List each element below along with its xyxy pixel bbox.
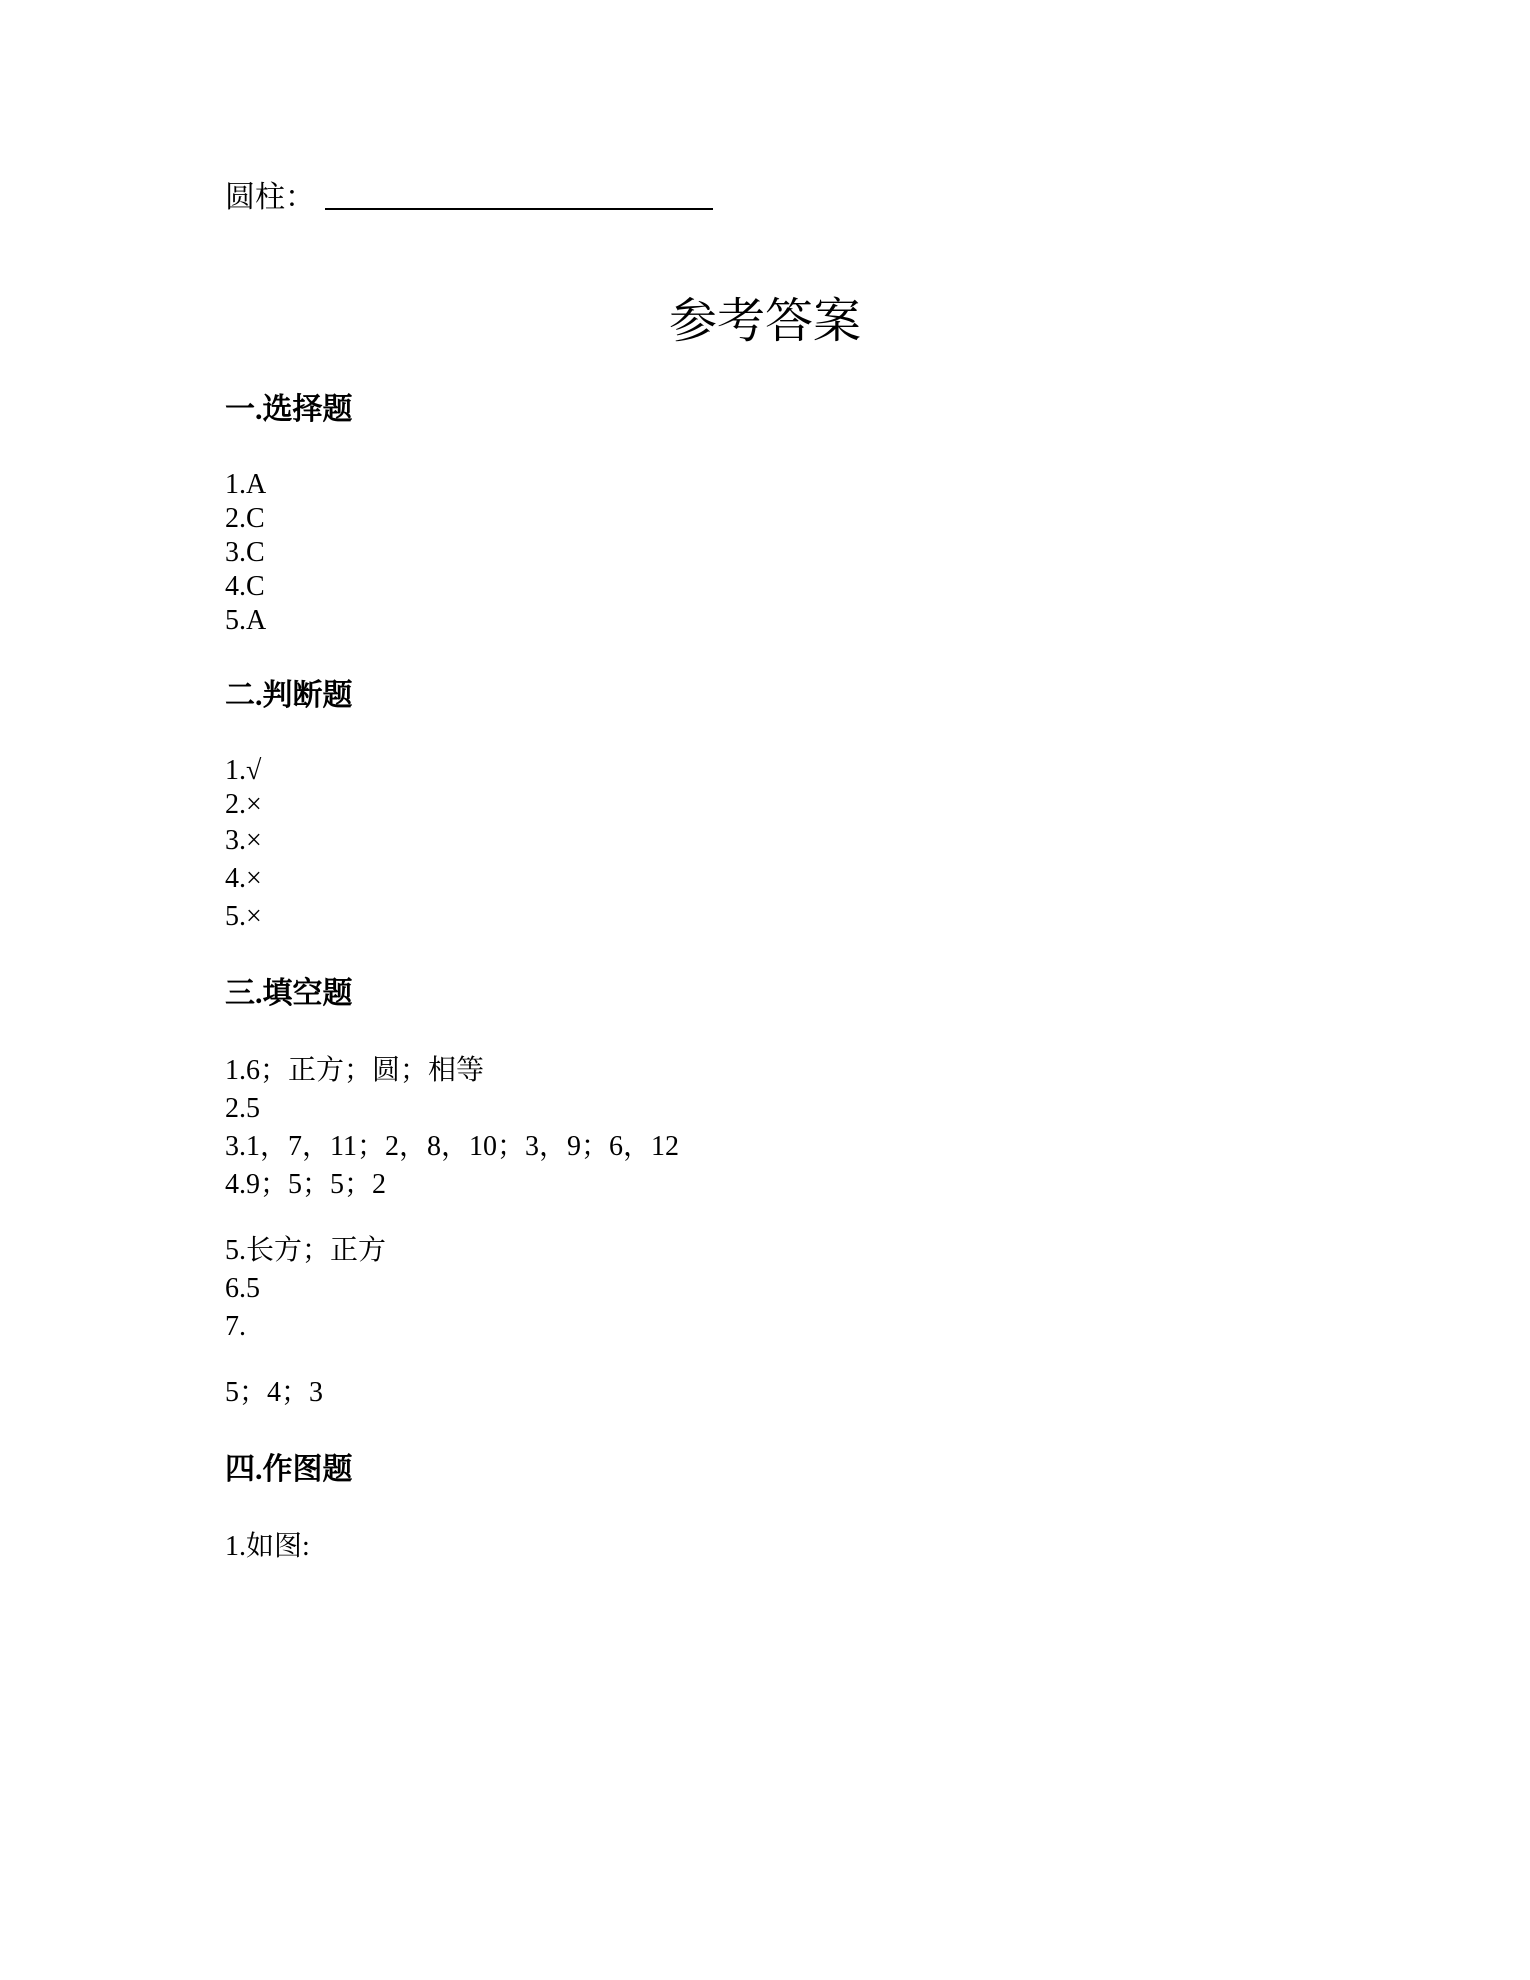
page-title: 参考答案 <box>668 295 861 348</box>
answer-item: 2.× <box>225 789 262 820</box>
section-heading: 二.判断题 <box>225 679 353 712</box>
cylinder-label: 圆柱： <box>225 181 315 214</box>
section-true-false <box>225 676 1325 936</box>
section-heading: 一.选择题 <box>225 393 353 426</box>
answer-item: 2.5 <box>225 1093 260 1124</box>
answer-item: 3.1，7，11；2，8，10；3，9；6，12 <box>225 1131 679 1162</box>
section-drawing <box>225 1450 1325 1566</box>
answer-item: 2.C <box>225 503 265 534</box>
answer-item: 5.× <box>225 901 262 932</box>
answer-item: 5.长方；正方 <box>225 1235 387 1266</box>
answer-item: 6.5 <box>225 1273 260 1304</box>
cylinder-prompt <box>225 178 713 218</box>
answer-blank-line <box>325 208 713 210</box>
answer-item: 1.A <box>225 469 267 500</box>
answer-item: 7. <box>225 1311 246 1342</box>
answer-item: 4.C <box>225 571 265 602</box>
answer-item: 3.C <box>225 537 265 568</box>
section-multiple-choice <box>225 390 1325 638</box>
spacer <box>225 1204 1325 1232</box>
section-fill-in <box>225 974 1325 1412</box>
section-heading: 三.填空题 <box>225 977 353 1010</box>
answer-item: 5.A <box>225 605 267 636</box>
answer-key <box>225 390 1325 1604</box>
answer-item: 1.如图: <box>225 1531 310 1562</box>
answer-item: 4.9；5；5；2 <box>225 1169 387 1200</box>
spacer <box>225 1346 1325 1374</box>
section-heading: 四.作图题 <box>225 1453 353 1486</box>
answer-item: 4.× <box>225 863 262 894</box>
answer-item: 1.√ <box>225 755 262 786</box>
answer-item: 3.× <box>225 825 262 856</box>
answer-item: 1.6；正方；圆；相等 <box>225 1055 485 1086</box>
answer-item: 5；4；3 <box>225 1377 324 1408</box>
